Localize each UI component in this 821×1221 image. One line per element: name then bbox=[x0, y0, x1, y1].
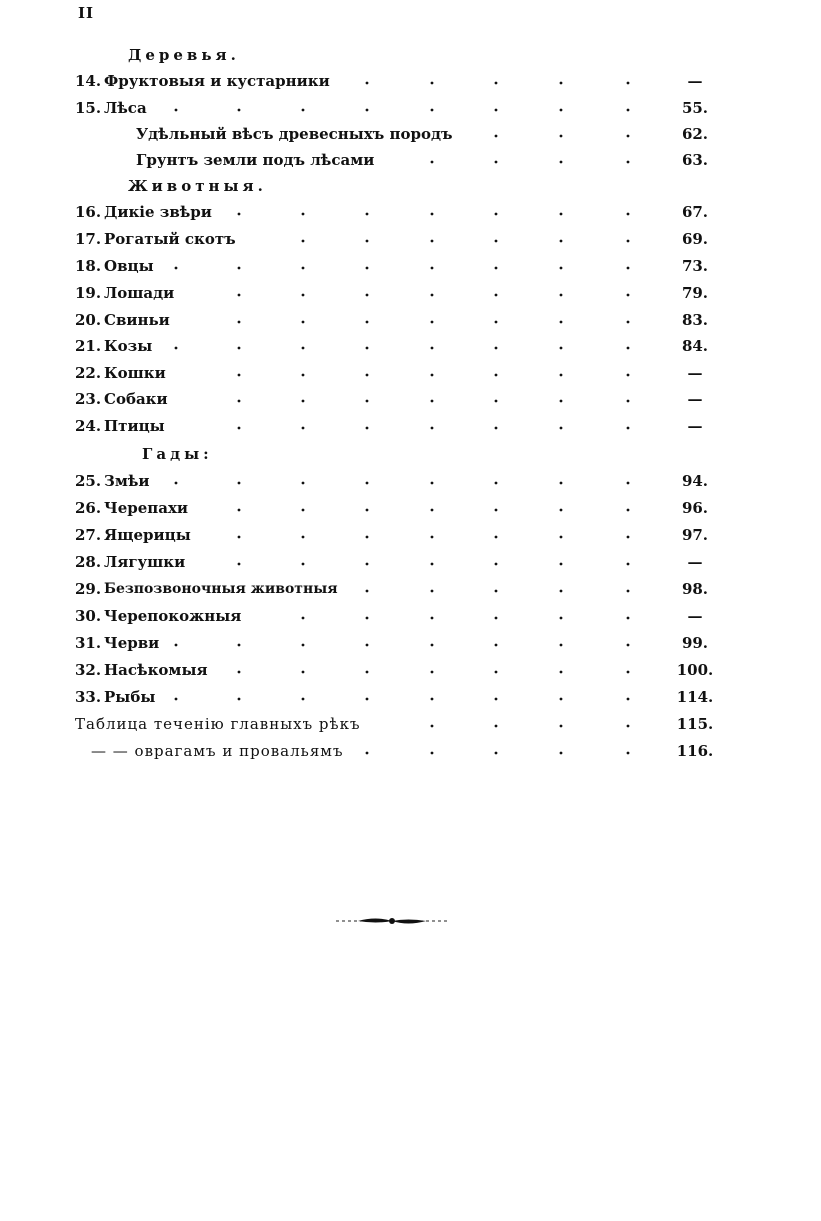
toc-entry bbox=[0, 576, 821, 602]
toc-entry-page: — bbox=[687, 72, 703, 90]
toc-entry bbox=[0, 522, 821, 548]
toc-entry bbox=[0, 386, 821, 412]
toc-entry-title: Змѣи bbox=[104, 472, 150, 490]
toc-entry-title: Грунтъ земли подъ лѣсами bbox=[136, 151, 375, 169]
toc-entry-title: Рыбы bbox=[104, 688, 156, 706]
toc-subentry bbox=[0, 121, 821, 147]
toc-entry-page: — bbox=[687, 390, 703, 408]
toc-entry-number: 19. bbox=[75, 284, 102, 302]
toc-entry bbox=[0, 199, 821, 225]
toc-entry bbox=[0, 68, 821, 94]
toc-entry-title: Лѣса bbox=[104, 99, 147, 117]
toc-entry-title: Лошади bbox=[104, 284, 175, 302]
toc-entry-table bbox=[0, 738, 821, 764]
toc-entry-title: Лягушки bbox=[104, 553, 186, 571]
toc-entry-title: Кошки bbox=[104, 364, 166, 382]
toc-subentry bbox=[0, 147, 821, 173]
toc-entry-title: Фруктовыя и кустарники bbox=[104, 72, 330, 90]
toc-entry-number: 26. bbox=[75, 499, 102, 517]
toc-entry-number: 15. bbox=[75, 99, 102, 117]
toc-entry bbox=[0, 657, 821, 683]
toc-entry-page: 94. bbox=[681, 472, 709, 490]
toc-entry-page: 116. bbox=[676, 742, 714, 760]
toc-entry bbox=[0, 684, 821, 710]
toc-entry-page: 63. bbox=[681, 151, 709, 169]
toc-entry-number: 28. bbox=[75, 553, 102, 571]
toc-entry-page: 79. bbox=[681, 284, 709, 302]
toc-entry-page: 55. bbox=[681, 99, 709, 117]
toc-entry bbox=[0, 333, 821, 359]
toc-section-heading bbox=[0, 173, 821, 199]
toc-entry-number: 30. bbox=[75, 607, 102, 625]
toc-entry-number: 14. bbox=[75, 72, 102, 90]
toc-entry-number: 16. bbox=[75, 203, 102, 221]
toc-entry-title: Ящерицы bbox=[104, 526, 191, 544]
toc-entry-page: 115. bbox=[676, 715, 714, 733]
toc-entry bbox=[0, 226, 821, 252]
toc-entry-page: — bbox=[687, 607, 703, 625]
toc-entry bbox=[0, 413, 821, 439]
toc-entry-title: Насѣкомыя bbox=[104, 661, 208, 679]
toc-entry-number: 25. bbox=[75, 472, 102, 490]
toc-entry-number: 32. bbox=[75, 661, 102, 679]
toc-entry bbox=[0, 495, 821, 521]
toc-section-title: Деревья. bbox=[128, 46, 240, 64]
toc-entry-title: Безпозвоночныя животныя bbox=[104, 581, 338, 597]
toc-entry bbox=[0, 630, 821, 656]
toc-entry bbox=[0, 549, 821, 575]
toc-entry-number: 33. bbox=[75, 688, 102, 706]
toc-entry-number: 24. bbox=[75, 417, 102, 435]
toc-section-heading bbox=[0, 441, 821, 467]
toc-entry-page: — bbox=[687, 364, 703, 382]
toc-entry bbox=[0, 360, 821, 386]
toc-entry bbox=[0, 603, 821, 629]
toc-entry-page: 62. bbox=[681, 125, 709, 143]
toc-entry-title: Свиньи bbox=[104, 311, 170, 329]
toc-entry-number: 22. bbox=[75, 364, 102, 382]
toc-entry-title: Собаки bbox=[104, 390, 168, 408]
toc-entry-page: 69. bbox=[681, 230, 709, 248]
toc-section-title: Гады: bbox=[142, 445, 213, 463]
toc-entry-page: 97. bbox=[681, 526, 709, 544]
toc-entry-title: Таблица теченію главныхъ рѣкъ bbox=[75, 715, 361, 733]
toc-entry-title: Овцы bbox=[104, 257, 154, 275]
toc-entry bbox=[0, 307, 821, 333]
toc-entry bbox=[0, 95, 821, 121]
toc-section-title: Животныя. bbox=[128, 177, 267, 195]
toc-entry-title: — — оврагамъ и провальямъ bbox=[91, 742, 344, 760]
toc-entry-page: 83. bbox=[681, 311, 709, 329]
toc-entry-number: 21. bbox=[75, 337, 102, 355]
toc-entry-number: 18. bbox=[75, 257, 102, 275]
page-number: II bbox=[78, 4, 95, 22]
toc-entry-page: 99. bbox=[681, 634, 709, 652]
toc-entry-page: 84. bbox=[681, 337, 709, 355]
toc-entry-page: 73. bbox=[681, 257, 709, 275]
toc-entry-title: Козы bbox=[104, 337, 153, 355]
toc-entry-title: Дикіе звѣри bbox=[104, 203, 212, 221]
toc-entry-page: 96. bbox=[681, 499, 709, 517]
toc-entry bbox=[0, 253, 821, 279]
toc-entry-table bbox=[0, 711, 821, 737]
toc-entry bbox=[0, 280, 821, 306]
toc-entry-title: Черви bbox=[104, 634, 160, 652]
toc-entry-number: 20. bbox=[75, 311, 102, 329]
toc-entry-page: 114. bbox=[676, 688, 714, 706]
closing-ornament-icon bbox=[336, 913, 448, 929]
toc-entry-page: 67. bbox=[681, 203, 709, 221]
toc-entry-number: 29. bbox=[75, 580, 102, 598]
toc-section-heading bbox=[0, 42, 821, 68]
toc-entry-number: 17. bbox=[75, 230, 102, 248]
toc-entry-page: 98. bbox=[681, 580, 709, 598]
toc-entry-page: — bbox=[687, 553, 703, 571]
toc-entry-page: — bbox=[687, 417, 703, 435]
toc-entry-title: Птицы bbox=[104, 417, 165, 435]
toc-entry-title: Черепахи bbox=[104, 499, 189, 517]
toc-entry-title: Удѣльный вѣсъ древесныхъ породъ bbox=[136, 125, 453, 143]
toc-entry-number: 31. bbox=[75, 634, 102, 652]
toc-entry-title: Черепокожныя bbox=[104, 607, 242, 625]
toc-entry-number: 23. bbox=[75, 390, 102, 408]
toc-entry-number: 27. bbox=[75, 526, 102, 544]
toc-entry-page: 100. bbox=[676, 661, 714, 679]
toc-entry bbox=[0, 468, 821, 494]
toc-entry-title: Рогатый скотъ bbox=[104, 230, 236, 248]
